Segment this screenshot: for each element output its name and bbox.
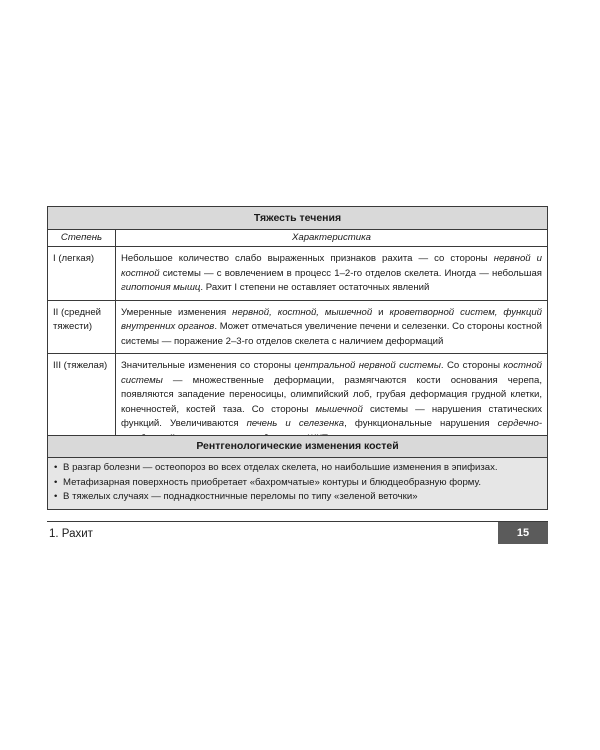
- list-item: [54, 476, 541, 491]
- list-item-text: В тяжелых случаях — поднадкостничные переломы по типу «зеленой веточки»: [63, 491, 418, 502]
- xray-changes-box: [47, 435, 548, 510]
- description-text-italic: центральной нервной системы: [294, 360, 441, 371]
- description-text: системы — с вовлечением в процесс 1–2-го отделов скелета. Иногда — небольшая: [159, 267, 542, 279]
- description-text: Значительные изменения со стороны: [121, 360, 295, 371]
- footer-divider: [47, 521, 548, 522]
- degree-cell: [48, 300, 116, 354]
- severity-table-title: Тяжесть течения: [48, 207, 548, 230]
- description-text-italic: костной системы: [121, 360, 542, 386]
- description-text: системы — нарушения статических функций. Увеличиваются: [121, 403, 542, 429]
- description-text-italic: мышечной: [315, 403, 363, 415]
- description-text-italic: кроветворной систем, функций внутренних органов: [121, 306, 542, 332]
- description-text: Умеренные изменения: [121, 306, 233, 318]
- list-item: [54, 490, 541, 505]
- description-cell: [116, 300, 548, 354]
- description-text: и: [372, 306, 390, 318]
- column-header-degree: Степень: [48, 230, 116, 247]
- description-text: Небольшое количество слабо выраженных признаков рахита — со стороны: [121, 253, 494, 264]
- severity-table: [47, 206, 548, 451]
- description-text-italic: печень и селезенка: [246, 418, 345, 429]
- bullet-icon: •: [54, 491, 58, 502]
- description-text: , функциональные нарушения: [344, 418, 498, 429]
- bullet-icon: •: [54, 462, 58, 473]
- degree-cell: [48, 247, 116, 301]
- column-header-description: Характеристика: [116, 230, 548, 247]
- degree-label: II (средней: [53, 306, 102, 318]
- bullet-icon: •: [54, 476, 58, 488]
- xray-changes-title: Рентгенологические изменения костей: [48, 436, 547, 458]
- list-item-text: Метафизарная поверхность приобретает «бахромчатые» контуры и блюдцеобразную форму.: [63, 476, 481, 488]
- description-text: . Может отмечаться увеличение печени и селезенки. Со стороны костной системы — поражение 2–3-го отделов скелета с наличием деформаций: [121, 321, 542, 347]
- page-number: 15: [498, 522, 548, 544]
- chapter-title: 1. Рахит: [49, 528, 93, 540]
- description-cell: [116, 247, 548, 301]
- table-row: [48, 247, 548, 301]
- description-text: . Рахит I степени не оставляет остаточных явлений: [200, 282, 430, 293]
- table-row: [48, 300, 548, 354]
- degree-label: III (тяжелая): [53, 360, 108, 371]
- list-item-text: В разгар болезни — остеопороз во всех отделах скелета, но наибольшие изменения в эпифизах.: [63, 462, 498, 473]
- list-item: [54, 461, 541, 476]
- description-text-italic: нервной и костной: [121, 253, 542, 279]
- xray-changes-list: [48, 458, 547, 509]
- degree-label: тяжести): [53, 321, 93, 332]
- description-text: . Со стороны: [440, 360, 504, 371]
- description-text-italic: сердечно-: [497, 418, 543, 429]
- description-text-italic: нервной, костной, мышечной: [232, 306, 373, 318]
- description-text: — множественные деформации, размягчаются кости основания черепа, появляются западение переносицы, олимпийский лоб, грубая деформация грудной клетки, конечностей, костей таза. Со стороны: [121, 374, 542, 415]
- degree-label: I (легкая): [53, 253, 95, 264]
- description-text-italic: гипотония мышц: [121, 282, 201, 293]
